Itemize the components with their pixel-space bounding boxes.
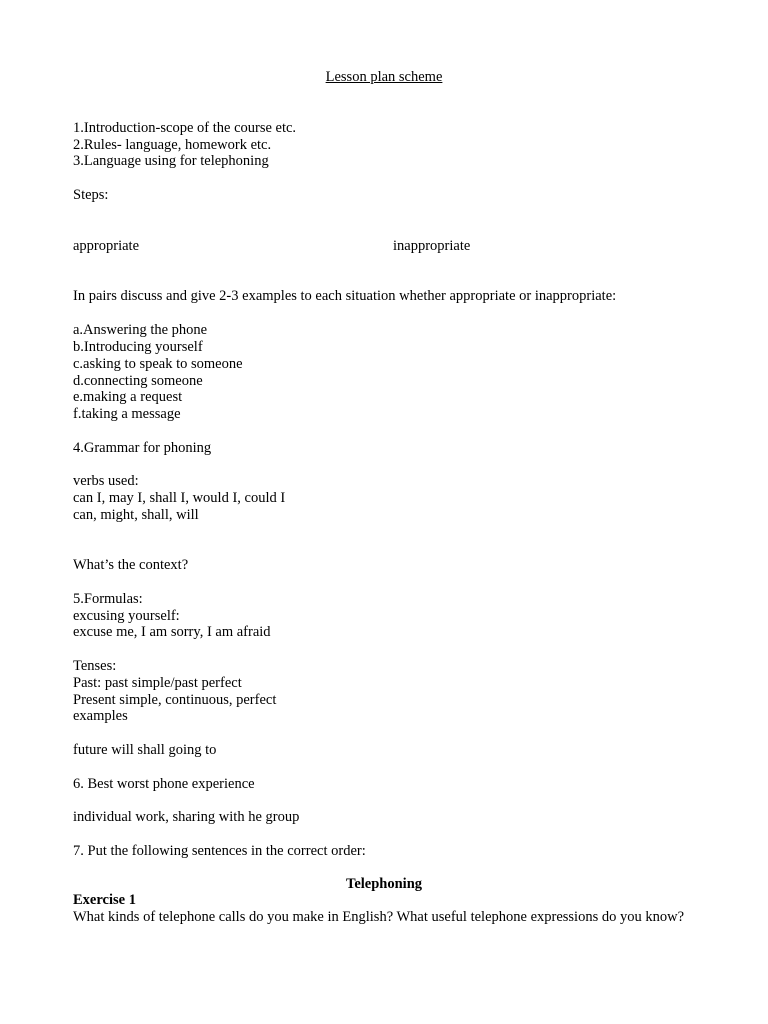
exercise-question: What kinds of telephone calls do you make in English? What useful telephone expressions do you know? [73, 909, 685, 925]
tenses-line: Tenses: [73, 658, 117, 674]
verbs-line: can, might, shall, will [73, 507, 199, 523]
formulas-line: excusing yourself: [73, 608, 180, 624]
best-worst-heading: 6. Best worst phone experience [73, 776, 255, 792]
future-line: future will shall going to [73, 742, 217, 758]
column-inappropriate: inappropriate [393, 238, 471, 254]
formulas-line: 5.Formulas: [73, 591, 143, 607]
situation-item: c.asking to speak to someone [73, 356, 243, 372]
context-question: What’s the context? [73, 557, 189, 573]
situation-item: b.Introducing yourself [73, 339, 203, 355]
section-title: Telephoning [345, 876, 423, 892]
intro-item: 3.Language using for telephoning [73, 153, 269, 169]
intro-item: 1.Introduction-scope of the course etc. [73, 120, 297, 136]
verbs-line: verbs used: [73, 473, 139, 489]
tenses-line: Present simple, continuous, perfect [73, 692, 277, 708]
verbs-line: can I, may I, shall I, would I, could I [73, 490, 286, 506]
situation-item: f.taking a message [73, 406, 181, 422]
individual-work-line: individual work, sharing with he group [73, 809, 300, 825]
tenses-line: examples [73, 708, 128, 724]
situation-item: a.Answering the phone [73, 322, 208, 338]
exercise-label: Exercise 1 [73, 892, 136, 908]
column-appropriate: appropriate [73, 238, 140, 254]
intro-item: 2.Rules- language, homework etc. [73, 137, 272, 153]
steps-label: Steps: [73, 187, 109, 203]
pairs-instruction: In pairs discuss and give 2-3 examples to each situation whether appropriate or inappropriate: [73, 288, 617, 304]
grammar-heading: 4.Grammar for phoning [73, 440, 212, 456]
formulas-line: excuse me, I am sorry, I am afraid [73, 624, 271, 640]
situation-item: e.making a request [73, 389, 183, 405]
document-title: Lesson plan scheme [325, 69, 443, 85]
tenses-line: Past: past simple/past perfect [73, 675, 242, 691]
situation-item: d.connecting someone [73, 373, 203, 389]
order-instruction: 7. Put the following sentences in the correct order: [73, 843, 366, 859]
